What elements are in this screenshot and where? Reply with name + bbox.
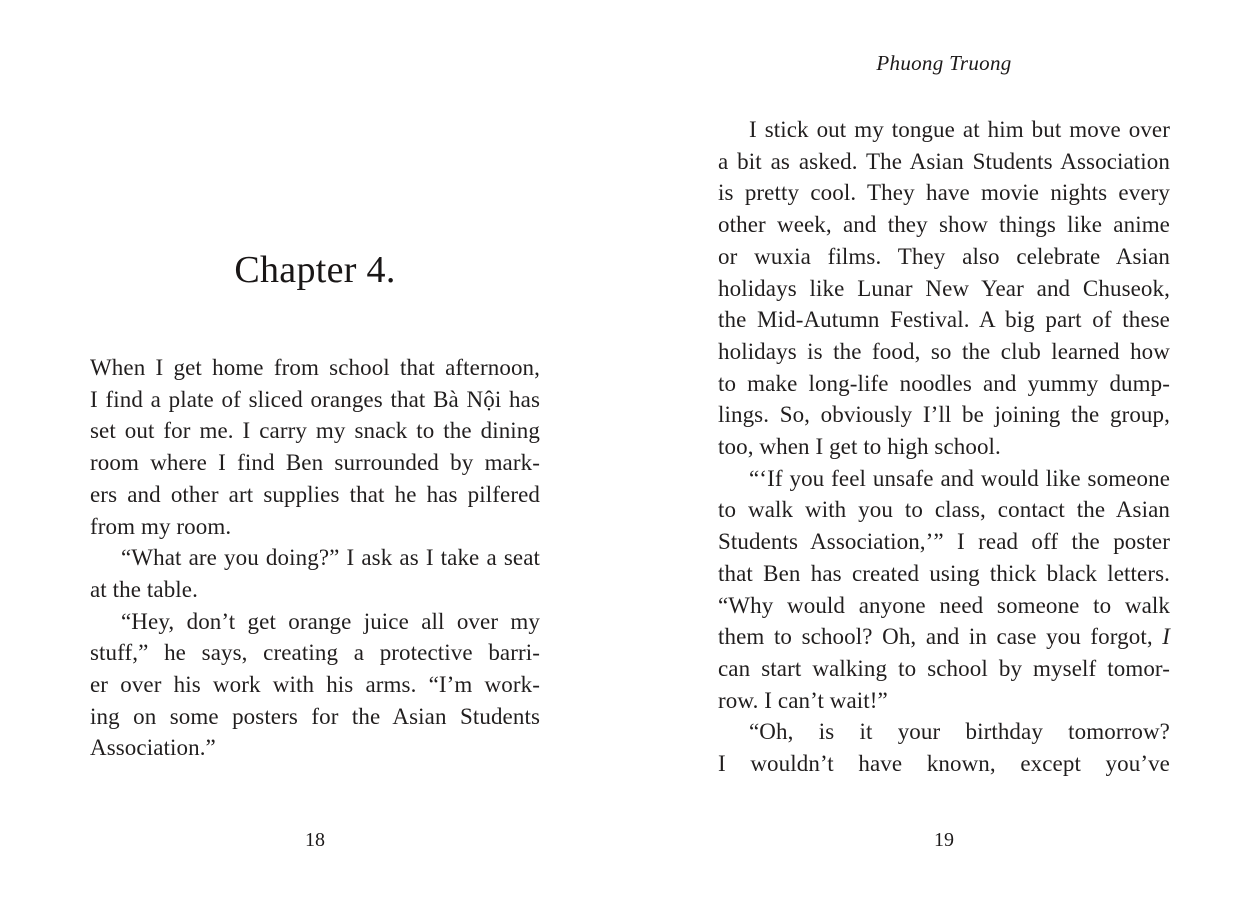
text-line: from my room. [90,513,232,539]
text-line: “What are you doing?” I ask as I take a seat [121,545,540,571]
text-line: that Ben has created using thick black letters. [718,560,1170,586]
text-line: too, when I get to high school. [718,434,1001,460]
paragraph [90,606,540,765]
text-line: or wuxia films. They also celebrate Asian [718,243,1170,269]
text-line: stuff,” he says, creating a protective barri- [90,640,540,666]
chapter-title: Chapter 4. [234,249,396,291]
text-line: Students Association,’” I read off the poster [718,529,1170,555]
text-line [718,621,1170,653]
text-line: Association.” [90,735,216,761]
italic-text: I [1162,624,1170,650]
text-line: ers and other art supplies that he has pilfered [90,481,540,507]
plain-text: them to school? Oh, and in case you forgot, [718,624,1163,650]
right-page-number: 19 [934,829,954,851]
paragraph [90,352,540,542]
paragraph [718,114,1170,463]
right-page-footer [718,829,1170,851]
text-line: “Oh, is it your birthday tomorrow? [749,719,1170,745]
left-page-footer [90,829,540,851]
text-line: to walk with you to class, contact the Asian [718,497,1170,523]
text-line: other week, and they show things like anime [718,212,1170,238]
text-line: I find a plate of sliced oranges that Bà Nội has [90,386,540,412]
text-line: When I get home from school that afternoon, [90,355,540,380]
text-line: row. I can’t wait!” [718,687,888,713]
text-line: at the table. [90,576,198,602]
text-line: I stick out my tongue at him but move over [749,117,1170,142]
text-line: to make long-life noodles and yummy dump- [718,370,1170,396]
text-line: is pretty cool. They have movie nights every [718,180,1170,206]
text-line: can start walking to school by myself tomor- [718,655,1170,681]
text-line: lings. So, obviously I’ll be joining the group, [718,402,1170,428]
text-line: a bit as asked. The Asian Students Association [718,148,1170,174]
left-page-number: 18 [305,829,325,851]
text-line: er over his work with his arms. “I’m work- [90,672,540,698]
paragraph [90,542,540,605]
text-line: holidays like Lunar New Year and Chuseok, [718,275,1170,301]
text-line: set out for me. I carry my snack to the dining [90,418,540,444]
text-line: holidays is the food, so the club learned how [718,338,1170,364]
running-header: Phuong Truong [876,51,1012,75]
paragraph [718,463,1170,717]
text-line: “‘If you feel unsafe and would like someone [749,465,1170,491]
text-line: I wouldn’t have known, except you’ve [718,751,1170,777]
text-line: “Hey, don’t get orange juice all over my [121,608,540,634]
left-page-body [90,352,540,764]
right-page-body [718,114,1170,780]
text-line: ing on some posters for the Asian Students [90,703,540,729]
text-line: room where I find Ben surrounded by mark- [90,450,540,476]
paragraph [718,716,1170,779]
text-line: the Mid-Autumn Festival. A big part of these [718,307,1170,333]
text-line: “Why would anyone need someone to walk [718,592,1170,618]
